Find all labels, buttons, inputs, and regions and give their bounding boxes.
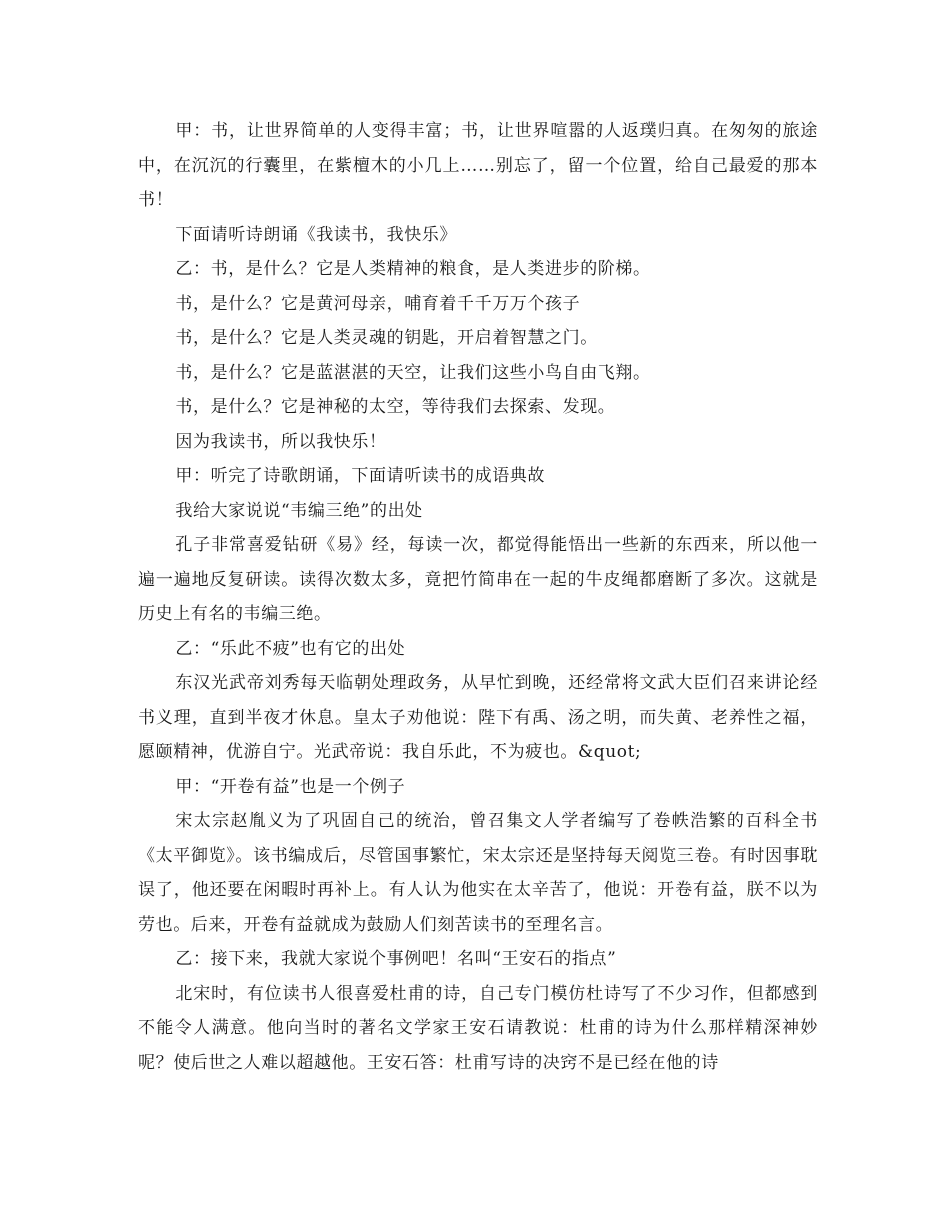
- paragraph-poem-line: 书，是什么？它是人类灵魂的钥匙，开启着智慧之门。: [175, 328, 598, 348]
- paragraph-story-heading: 甲：“开卷有益”也是一个例子: [175, 776, 406, 797]
- paragraph-poem-line: 乙：书，是什么？它是人类精神的粮食，是人类进步的阶梯。: [175, 259, 651, 279]
- paragraph-story: 北宋时，有位读书人很喜爱杜甫的诗，自己专门模仿杜诗写了不少习作，但都感到不能令人满意。他向当时的著名文学家王安石请教说：杜甫的诗为什么那样精深神妙呢？使后世之人难以超越他。王安石答：杜甫写诗的决窍不是已经在他的诗: [138, 983, 818, 1073]
- paragraph-story: 东汉光武帝刘秀每天临朝处理政务，从早忙到晚，还经常将文武大臣们召来讲论经书义理，直到半夜才休息。皇太子劝他说：陛下有禹、汤之明，而失黄、老养性之福，愿颐精神，优游自宁。光武帝说：我自乐此，不为疲也。&quot;: [138, 673, 818, 762]
- paragraph-intro: 甲：书，让世界简单的人变得丰富；书，让世界喧嚣的人返璞归真。在匆匆的旅途中，在沉沉的行囊里，在紫檀木的小几上……别忘了，留一个位置，给自己最爱的那本书！: [138, 121, 818, 210]
- paragraph-poem-line: 因为我读书，所以我快乐！: [175, 431, 387, 452]
- paragraph-story-heading: 乙：接下来，我就大家说个事例吧！名叫“王安石的指点”: [175, 949, 617, 969]
- paragraph-poem-announcement: 下面请听诗朗诵《我读书，我快乐》: [175, 224, 457, 245]
- paragraph-story: 孔子非常喜爱钻研《易》经，每读一次，都觉得能悟出一些新的东西来，所以他一遍一遍地反复研读。读得次数太多，竟把竹简串在一起的牛皮绳都磨断了多次。这就是历史上有名的韦编三绝。: [138, 535, 818, 624]
- paragraph-story: 宋太宗赵胤义为了巩固自己的统治，曾召集文人学者编写了卷帙浩繁的百科全书《太平御览》。该书编成后，尽管国事繁忙，宋太宗还是坚持每天阅览三卷。有时因事耽误了，他还要在闲暇时再补上。有人认为他实在太辛苦了，他说：开卷有益，朕不以为劳也。后来，开卷有益就成为鼓励人们刻苦读书的至理名言。: [138, 811, 818, 935]
- paragraph-story-heading: 我给大家说说“韦编三绝”的出处: [175, 500, 423, 521]
- paragraph-poem-line: 书，是什么？它是蓝湛湛的天空，让我们这些小鸟自由飞翔。: [175, 362, 651, 383]
- paragraph-story-heading: 乙：“乐此不疲”也有它的出处: [175, 638, 406, 659]
- paragraph-poem-line: 书，是什么？它是神秘的太空，等待我们去探索、发现。: [175, 397, 616, 417]
- paragraph-poem-line: 书，是什么？它是黄河母亲，哺育着千千万万个孩子: [175, 293, 581, 314]
- document-body: [138, 114, 818, 1080]
- paragraph-transition: 甲：听完了诗歌朗诵，下面请听读书的成语典故: [175, 466, 545, 486]
